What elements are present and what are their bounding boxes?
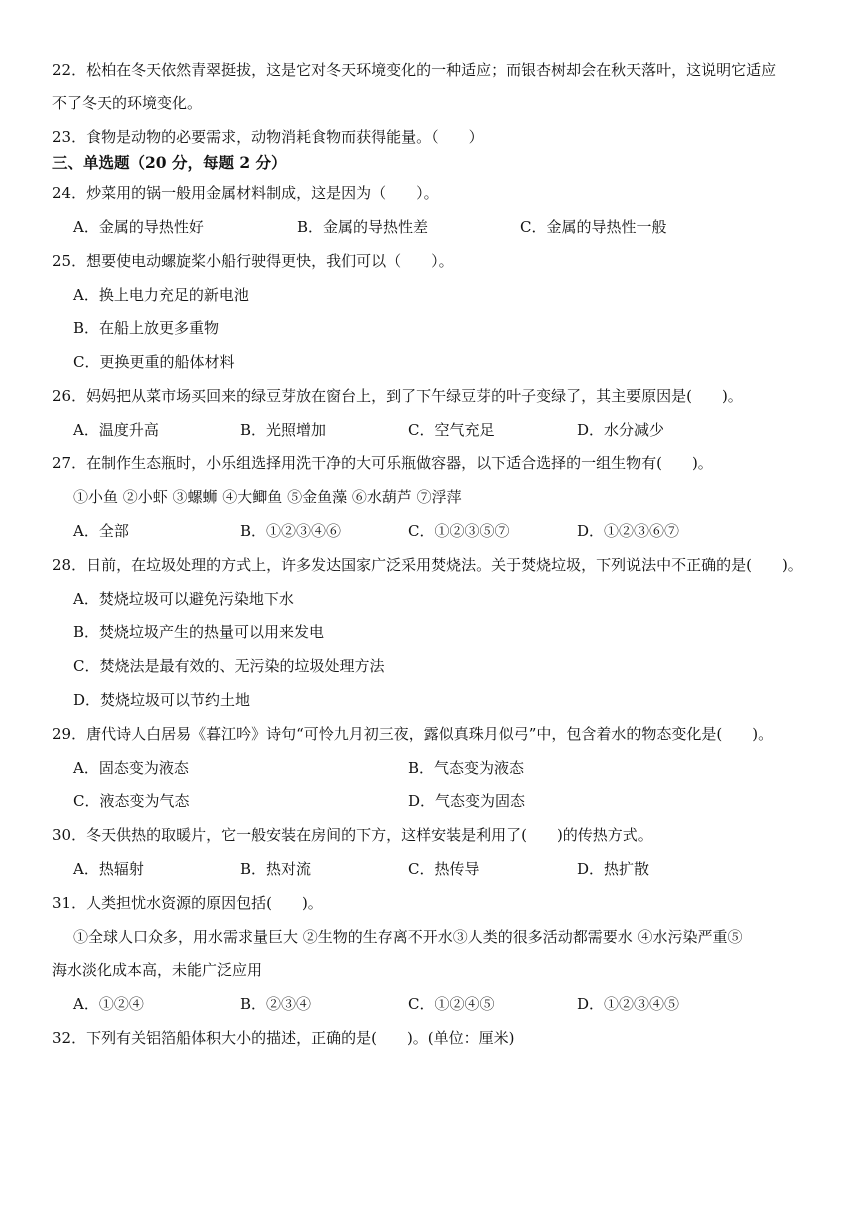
q27-option-a: A．全部 bbox=[73, 522, 129, 540]
q27-option-d: D．①②③⑥⑦ bbox=[577, 522, 680, 540]
q28-option-a: A．焚烧垃圾可以避免污染地下水 bbox=[73, 590, 294, 608]
q31-option-a: A．①②④ bbox=[73, 995, 144, 1013]
q31-option-b: B．②③④ bbox=[240, 995, 312, 1013]
q27-items: ①小鱼 ②小虾 ③螺蛳 ④大鲫鱼 ⑤金鱼藻 ⑥水葫芦 ⑦浮萍 bbox=[73, 488, 462, 506]
question-25: 25．想要使电动螺旋桨小船行驶得更快，我们可以（ ）。 bbox=[52, 252, 454, 270]
section-3-heading: 三、单选题（20 分，每题 2 分） bbox=[52, 153, 287, 172]
q29-option-c: C．液态变为气态 bbox=[73, 792, 190, 810]
q30-option-b: B．热对流 bbox=[240, 860, 312, 878]
q29-option-d: D．气态变为固态 bbox=[408, 792, 526, 810]
q25-option-c: C．更换更重的船体材料 bbox=[73, 353, 235, 371]
q26-option-a: A．温度升高 bbox=[73, 421, 159, 439]
question-24: 24．炒菜用的锅一般用金属材料制成，这是因为（ ）。 bbox=[52, 184, 439, 202]
q25-option-a: A．换上电力充足的新电池 bbox=[73, 286, 249, 304]
question-27: 27．在制作生态瓶时，小乐组选择用洗干净的大可乐瓶做容器，以下适合选择的一组生物有( )。 bbox=[52, 454, 713, 472]
q25-option-b: B．在船上放更多重物 bbox=[73, 319, 220, 337]
question-23: 23．食物是动物的必要需求，动物消耗食物而获得能量。（ ） bbox=[52, 128, 484, 146]
question-22-line1: 22．松柏在冬天依然青翠挺拔，这是它对冬天环境变化的一种适应；而银杏树却会在秋天落叶，这说明它适应 bbox=[52, 61, 777, 79]
q26-option-d: D．水分减少 bbox=[577, 421, 665, 439]
q30-option-d: D．热扩散 bbox=[577, 860, 650, 878]
question-31: 31．人类担忧水资源的原因包括( )。 bbox=[52, 894, 323, 912]
q24-option-c: C．金属的导热性一般 bbox=[520, 218, 667, 236]
question-32: 32．下列有关铝箔船体积大小的描述，正确的是( )。(单位：厘米) bbox=[52, 1029, 515, 1047]
q29-option-b: B．气态变为液态 bbox=[408, 759, 525, 777]
q26-option-b: B．光照增加 bbox=[240, 421, 327, 439]
q27-option-b: B．①②③④⑥ bbox=[240, 522, 342, 540]
q24-option-a: A．金属的导热性好 bbox=[73, 218, 204, 236]
q31-items-line1: ①全球人口众多，用水需求量巨大 ②生物的生存离不开水③人类的很多活动都需要水 ④水污染严重⑤ bbox=[73, 928, 743, 946]
q31-option-d: D．①②③④⑤ bbox=[577, 995, 680, 1013]
question-29: 29．唐代诗人白居易《暮江吟》诗句“可怜九月初三夜，露似真珠月似弓”中，包含着水的物态变化是( )。 bbox=[52, 725, 774, 743]
q30-option-c: C．热传导 bbox=[408, 860, 480, 878]
q24-option-b: B．金属的导热性差 bbox=[297, 218, 429, 236]
question-26: 26．妈妈把从菜市场买回来的绿豆芽放在窗台上，到了下午绿豆芽的叶子变绿了，其主要原因是( )。 bbox=[52, 387, 743, 405]
q29-option-a: A．固态变为液态 bbox=[73, 759, 189, 777]
q27-option-c: C．①②③⑤⑦ bbox=[408, 522, 510, 540]
question-28: 28．日前，在垃圾处理的方式上，许多发达国家广泛采用焚烧法。关于焚烧垃圾，下列说法中不正确的是( )。 bbox=[52, 556, 803, 574]
q31-option-c: C．①②④⑤ bbox=[408, 995, 495, 1013]
q28-option-d: D．焚烧垃圾可以节约土地 bbox=[73, 691, 251, 709]
q28-option-c: C．焚烧法是最有效的、无污染的垃圾处理方法 bbox=[73, 657, 385, 675]
q26-option-c: C．空气充足 bbox=[408, 421, 495, 439]
q28-option-b: B．焚烧垃圾产生的热量可以用来发电 bbox=[73, 623, 325, 641]
question-30: 30．冬天供热的取暖片，它一般安装在房间的下方，这样安装是利用了( )的传热方式。 bbox=[52, 826, 653, 844]
question-22-line2: 不了冬天的环境变化。 bbox=[52, 94, 203, 112]
q31-items-line2: 海水淡化成本高，未能广泛应用 bbox=[52, 961, 263, 979]
q30-option-a: A．热辐射 bbox=[73, 860, 144, 878]
